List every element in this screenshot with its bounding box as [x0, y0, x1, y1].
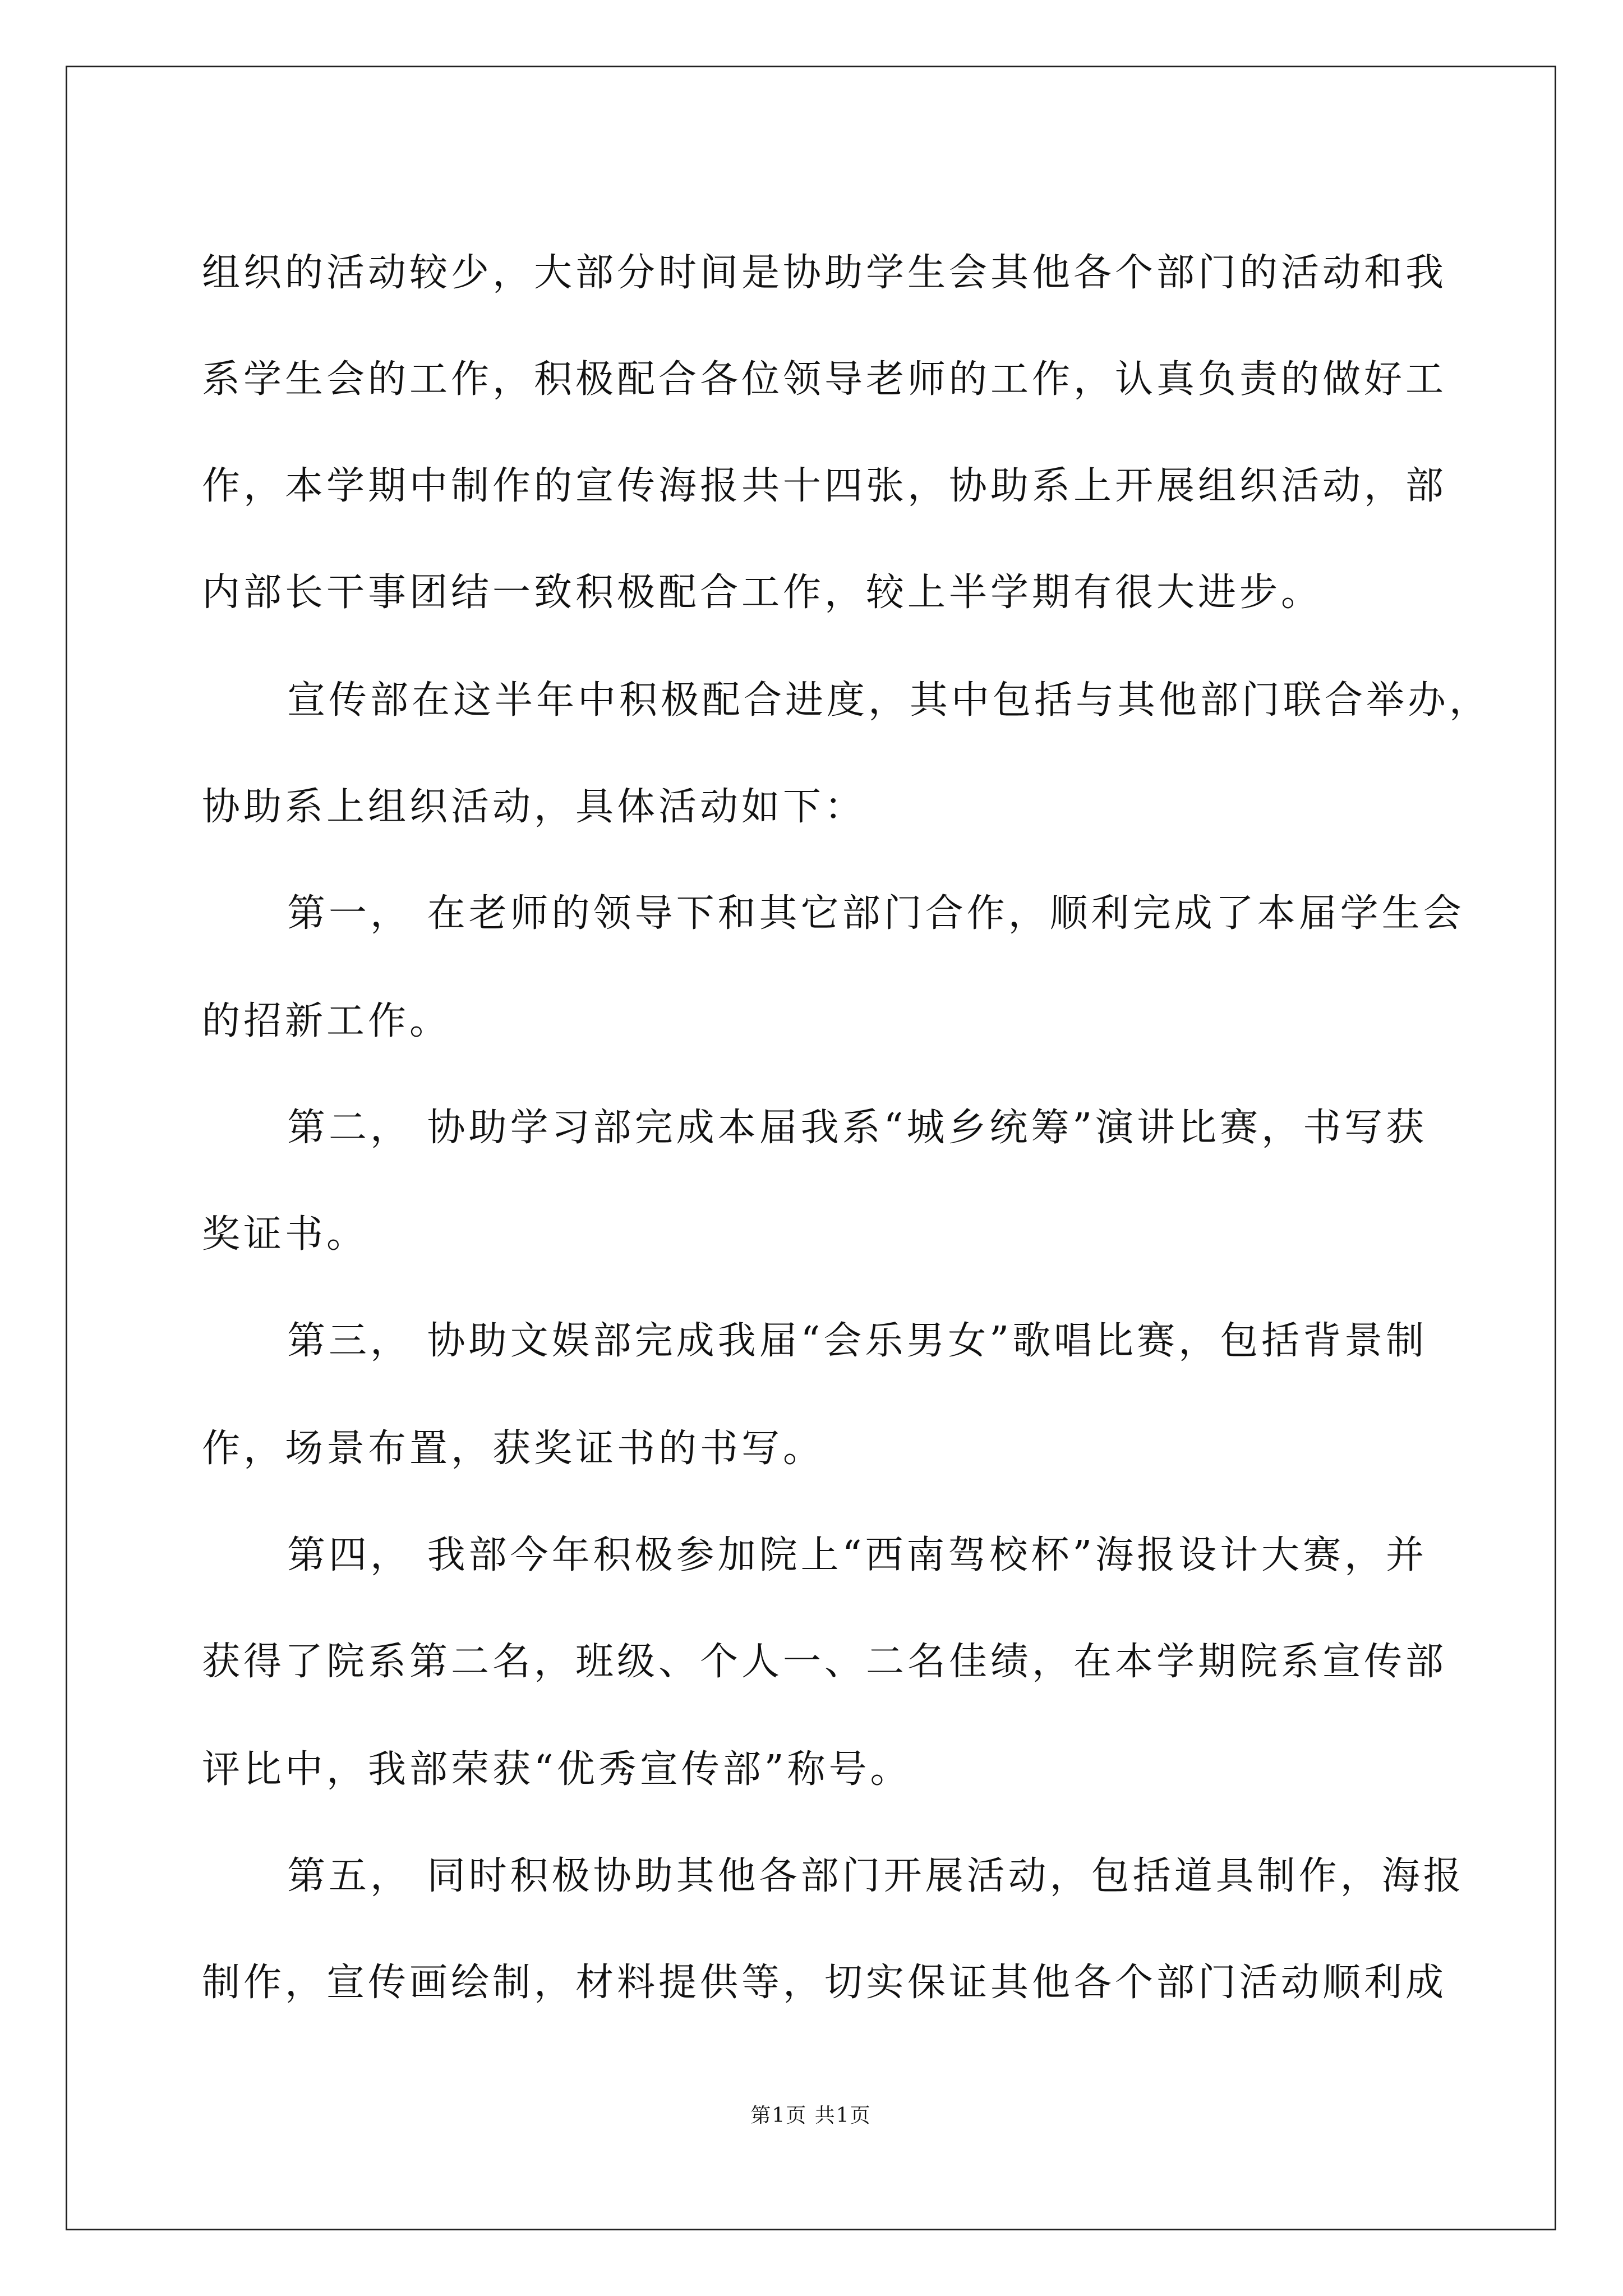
page-footer: 第1页 共1页: [750, 2104, 872, 2127]
paragraph-start: 第三， 协助文娱部完成我届“会乐男女”歌唱比赛，包括背景制: [287, 1319, 1428, 1363]
paragraph-start: 第二， 协助学习部完成本届我系“城乡统筹”演讲比赛，书写获: [287, 1106, 1428, 1150]
text-line: 组织的活动较少，大部分时间是协助学生会其他各个部门的活动和我: [202, 251, 1447, 295]
text-line: 的招新工作。: [202, 999, 451, 1043]
text-line: 作，本学期中制作的宣传海报共十四张，协助系上开展组织活动，部: [202, 464, 1447, 508]
text-line: 内部长干事团结一致积极配合工作，较上半学期有很大进步。: [202, 570, 1323, 615]
text-line: 作，场景布置，获奖证书的书写。: [202, 1427, 825, 1471]
text-line: 制作，宣传画绘制，材料提供等，切实保证其他各个部门活动顺利成: [202, 1961, 1447, 2005]
paragraph-start: 第一， 在老师的领导下和其它部门合作，顺利完成了本届学生会: [287, 891, 1465, 936]
page-frame: [66, 66, 1556, 2230]
paragraph-start: 第四， 我部今年积极参加院上“西南驾校杯”海报设计大赛，并: [287, 1533, 1428, 1577]
paragraph-start: 第五， 同时积极协助其他各部门开展活动，包括道具制作，海报: [287, 1854, 1465, 1898]
text-line: 奖证书。: [202, 1212, 368, 1257]
text-line: 评比中，我部荣获“优秀宣传部”称号。: [202, 1747, 912, 1792]
paragraph-start: 宣传部在这半年中积极配合进度，其中包括与其他部门联合举办，: [287, 678, 1491, 723]
text-line: 协助系上组织活动，具体活动如下：: [202, 785, 866, 829]
document-body: [67, 67, 1555, 2229]
text-line: 获得了院系第二名，班级、个人一、二名佳绩，在本学期院系宣传部: [202, 1640, 1447, 1684]
text-line: 系学生会的工作，积极配合各位领导老师的工作，认真负责的做好工: [202, 357, 1447, 402]
